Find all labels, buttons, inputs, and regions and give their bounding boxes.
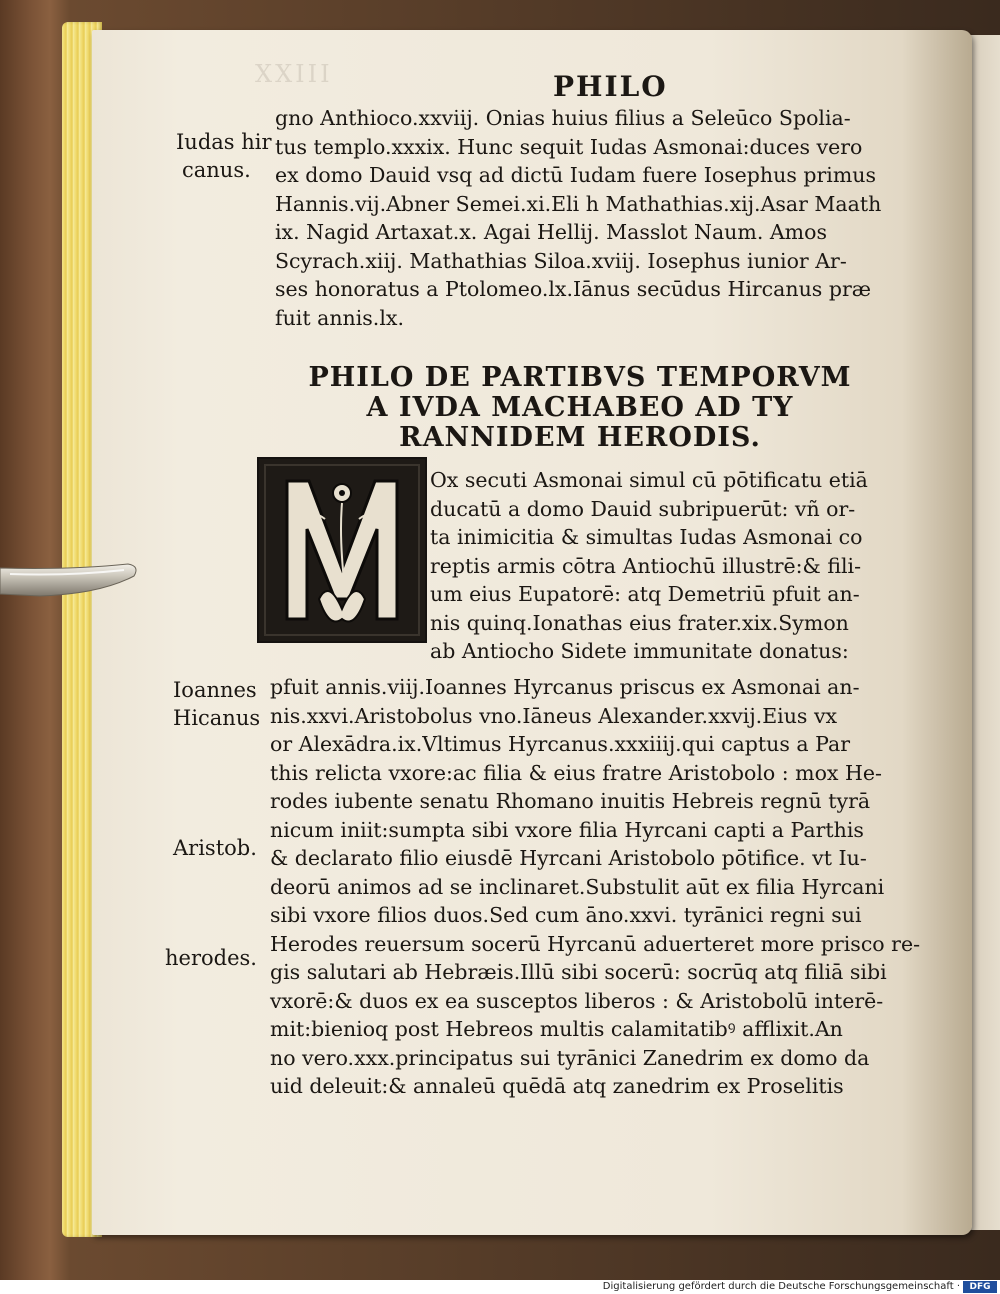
text-line: no vero.xxx.principatus sui tyrānici Zanedrim ex domo da <box>270 1045 870 1070</box>
heading-line: A IVDA MACHABEO AD TY <box>366 392 794 423</box>
text-block-top <box>275 104 881 332</box>
text-line: fuit annis.lx. <box>275 305 404 330</box>
text-line: ix. Nagid Artaxat.x. Agai Hellij. Masslot Naum. Amos <box>275 220 827 244</box>
text-line: gis salutari ab Hebræis.Illū sibi socerū: socrūq atq filiā sibi <box>270 960 887 984</box>
text-line: nicum iniit:sumpta sibi vxore filia Hyrcani capti a Parthis <box>270 817 864 842</box>
glass-page-weight <box>0 560 140 600</box>
text-line: deorū animos ad se inclinaret.Substulit aūt ex filia Hyrcani <box>270 874 885 899</box>
digitization-footer <box>0 1280 1000 1294</box>
text-line: Ox secuti Asmonai simul cū pōtificatu etiā <box>430 468 868 492</box>
margin-note-aristob: Aristob. <box>173 836 257 860</box>
text-line: rodes iubente senatu Rhomano inuitis Hebreis regnū tyrā <box>270 789 871 813</box>
text-block-initial <box>430 466 868 666</box>
running-head: PHILO <box>553 70 668 103</box>
text-line: vxorē:& duos ex ea susceptos liberos : & Aristobolū interē- <box>270 988 884 1013</box>
heading-line: PHILO DE PARTIBVS TEMPORVM <box>308 362 852 393</box>
text-line: or Alexādra.ix.Vltimus Hyrcanus.xxxiiij.qui captus a Par <box>270 732 851 756</box>
text-line: nis.xxvi.Aristobolus vno.Iāneus Alexander.xxvij.Eius vx <box>270 703 838 728</box>
text-line: uid deleuit:& annaleū quēdā atq zanedrim ex Proselitis <box>270 1074 844 1098</box>
text-line: reptis armis cōtra Antiochū illustrē:& fili- <box>430 553 862 578</box>
text-line: ex domo Dauid vsq ad dictū Iudam fuere Iosephus primus <box>275 163 877 187</box>
margin-note-canus: canus. <box>182 158 251 182</box>
margin-note-herodes: herodes. <box>165 946 257 970</box>
text-line: Herodes reuersum socerū Hyrcanū aduerteret more prisco re- <box>270 931 921 956</box>
text-line: ab Antiocho Sidete immunitate donatus: <box>430 639 849 663</box>
woodcut-initial-m <box>257 457 427 643</box>
margin-note-iudas: Iudas hir <box>176 130 272 154</box>
heading-line: RANNIDEM HERODIS. <box>399 422 761 453</box>
text-line: Scyrach.xiij. Mathathias Siloa.xviij. Iosephus iunior Ar- <box>275 248 847 273</box>
text-line: gno Anthioco.xxviij. Onias huius filius a Seleūco Spolia- <box>275 106 851 130</box>
text-line: sibi vxore filios duos.Sed cum āno.xxvi. tyrānici regni sui <box>270 903 862 927</box>
footer-credit: Digitalisierung gefördert durch die Deutsche Forschungsgemeinschaft · <box>602 1281 960 1292</box>
text-line: nis quinq.Ionathas eius frater.xix.Symon <box>430 610 849 635</box>
text-block-main <box>270 673 920 1101</box>
text-line: ta inimicitia & simultas Iudas Asmonai co <box>430 525 863 549</box>
text-line: um eius Eupatorē: atq Demetriū pfuit an- <box>430 582 860 606</box>
text-line: tus templo.xxxix. Hunc sequit Iudas Asmonai:duces vero <box>275 134 863 159</box>
text-line: Hannis.vij.Abner Semei.xi.Eli h Mathathias.xij.Asar Maath <box>275 191 882 216</box>
text-line: this relicta vxore:ac filia & eius fratre Aristobolo : mox He- <box>270 760 882 785</box>
text-line: ducatū a domo Dauid subripuerūt: vñ or- <box>430 496 856 521</box>
margin-note-ioannes: Ioannes <box>173 678 257 702</box>
margin-note-hicanus: Hicanus <box>173 706 261 730</box>
text-line: mit:bienioq post Hebreos multis calamitatibꝰ afflixit.An <box>270 1017 843 1041</box>
section-heading <box>290 363 870 453</box>
text-line: pfuit annis.viij.Ioannes Hyrcanus priscus ex Asmonai an- <box>270 675 860 699</box>
dfg-logo[interactable]: DFG <box>963 1281 997 1293</box>
text-line: ses honoratus a Ptolomeo.lx.Iānus secūdus Hircanus præ <box>275 277 872 301</box>
text-line: & declarato filio eiusdē Hyrcani Aristobolo pōtifice. vt Iu- <box>270 846 867 870</box>
